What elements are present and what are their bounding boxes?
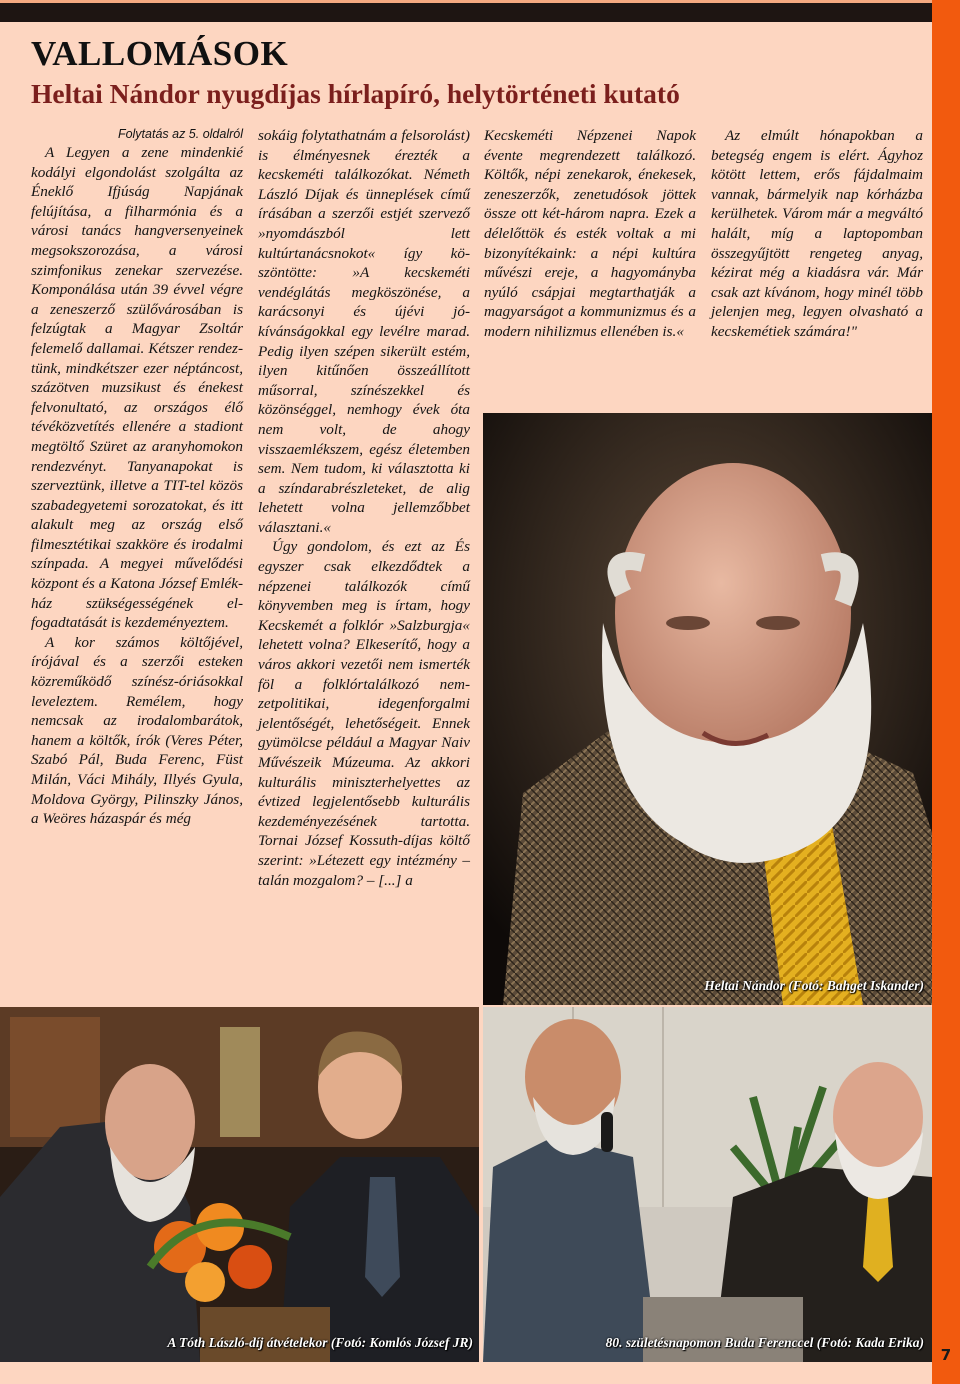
continued-from-note: Folytatás az 5. oldalról	[117, 127, 243, 141]
section-title: VALLOMÁSOK	[31, 34, 289, 73]
top-bar	[0, 0, 932, 22]
page-side-strip	[932, 0, 960, 1384]
article-column-4	[711, 126, 923, 342]
photo-caption: Heltai Nándor (Fotó: Bahget Iskander)	[704, 978, 924, 993]
paragraph: Úgy gondolom, és ezt az És egyszer csak elkezdődtek a népzenei találkozók című könyvemben meg is írtam, hogy Kecskemét a folklór »Salzburgja« lehetett volna? Elkeserítő, hogy a város akkori vezetői nem ismerték föl a folklórtalálkozó nemzetpolitikai, idegenforgalmi jelentőségét, lehetőségeit. Ennek gyümölcse például a Magyar Naiv Művészeik Múzeuma. Az akkori kulturális miniszterhelyettes az évtized legjelentősebb kulturális kezdeményezésének tartotta. Tornai József Kossuth-díjas költő szerint: »Létezett egy intézmény – talán mozgalom? – [...] a	[258, 538, 470, 889]
birthday-illustration	[483, 1007, 932, 1362]
paragraph: Kecskeméti Népzenei Napok évente megrendezett találkozó. Költők, népi zenekarok, énekesek, zeneszerzők, zenetudósok jöttek össze ott két-három napra. Ezek a délelőttök és esték voltak a mi bizonyítékaink: a népi kultúra művészi ereje, a hagyományba nyúló csápjai megtarthatják a magyarságot a kommunizmus és a modern nihilizmus ellenében is.«	[484, 127, 696, 340]
paragraph: sokáig folytathatnám a felsorolást) is élményesnek érezték a kecskeméti találkozókat. Németh László Díjak és ünneplések című írásában a szerzői estjét szervező »nyomdászból lett kultúrtanácsnokot« így köszöntötte: »A kecskeméti vendéglátás megköszönése, a karácsonyi és újévi jókívánságokkal egy levélre marad. Pedig ilyen szépen sikerült estém, ilyen kitűnően összeállított műsorral, színészekkel és közönséggel, nemhogy évek óta nem volt, de ahogy visszaemlékszem, egész életemben sem. Nem tudom, ki választotta ki a színdarabrészleteket, de alig lehetett volna jellemzőbbet választani.«	[258, 127, 470, 536]
portrait-photo	[483, 413, 932, 1005]
page-number: 7	[940, 1346, 952, 1364]
birthday-photo	[483, 1007, 932, 1362]
article-column-3	[484, 126, 696, 342]
photo-caption: A Tóth László-díj átvételekor (Fotó: Komlós József JR)	[167, 1335, 473, 1350]
top-bar-accent	[0, 0, 932, 3]
award-illustration	[0, 1007, 479, 1362]
paragraph: Az elmúlt hónapokban a betegség engem is elért. Ágyhoz kötött lettem, erős fájdalmaim vannak, bármelyik nap kórházba kerülhetek. Várom már a megváltó halált, míg a laptopomban összegyűjtött rengeteg anyag, kézirat még a kiadásra vár. Már csak azt kívánom, hogy minél több jelenjen meg, legyen olvasható a kecskemétiek számára!"	[711, 127, 923, 340]
article-column-1	[31, 126, 243, 829]
article-title: Heltai Nándor nyugdíjas hírlapíró, helytörténeti kutató	[31, 78, 680, 109]
photo-caption: 80. születésnapomon Buda Ferenccel (Fotó: Kada Erika)	[605, 1335, 924, 1350]
paragraph: A kor számos költőjével, írójával és a szerzői esteken közreműködő színész-óriásokkal leveleztem. Remélem, hogy nemcsak az irodalombarátok, hanem a költők, írók (Veres Péter, Szabó Pál, Buda Ferenc, Füst Milán, Váci Mihály, Illyés Gyula, Moldova György, Pilinszky János, a Weöres házaspár és még	[31, 633, 243, 828]
article-column-2	[258, 126, 470, 890]
portrait-illustration	[483, 413, 932, 1005]
award-photo	[0, 1007, 479, 1362]
paragraph: A Legyen a zene mindenkié kodályi elgondolást szolgálta az Éneklő Ifjúság Napjának felújítása, a filharmónia és a városi tanács hangversenyeinek megsokszorozása, a városi szimfonikus zenekar szervezése. Komponálása után 39 évvel végre a zeneszerző szülővárosában is felzúgtak a Magyar Zsoltár felemelő dallamai. Kétszer rendeztünk, mindkétszer ezer néptáncost, százötven muzsikust és énekest felvonultató, az országos élő tévéközvetítés ellenére a stadiont megtöltő Szüret az aranyhomokon rendezvényt. Tanyanapokat is szerveztünk, illetve a TIT-tel közös szabadegyetemi sorozatokat, és itt alakult meg az ország első filmesztétikai szakköre és irodalmi színpada. A megyei művelődési központ és a Katona József Emlékház szükségességének elfogadtatását is kezdeményeztem.	[31, 144, 243, 632]
